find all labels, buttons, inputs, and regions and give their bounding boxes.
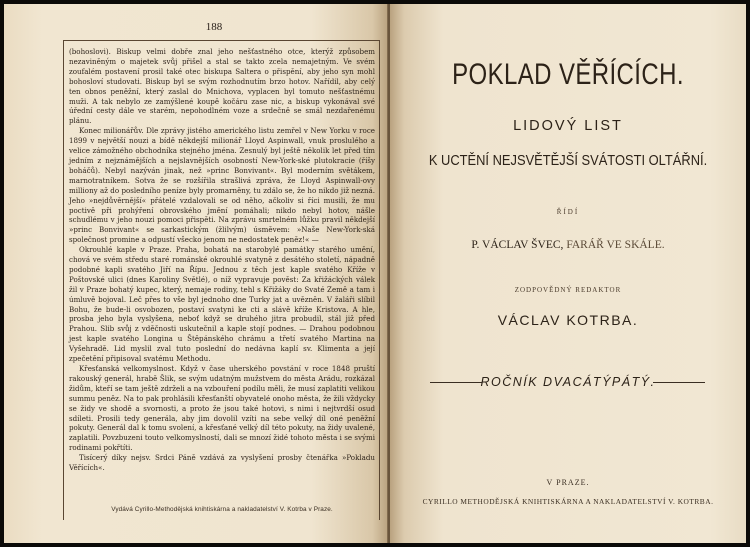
imprint: Vydává Cyrillo-Methodějská knihtiskárna a nakladatelství V. Kotrba v Praze. bbox=[111, 506, 333, 513]
paragraph-krestanska-velkomyslnost: Křesťanská velkomyslnost. Když v čase uherského povstání v roce 1848 pruští rakouský generál, hrabě Šlik, se svým udatným mužstvem do města Arádu, rozkázal židům, kteří se tam ještě zdrželi a na vzbouření podílu měli, že musí zaplatiti velikou summu peněz. Na to pak prohlásili křesťanští obyvatelé onoho města, že žili vždycky se židy ve shodě a svornosti, a proto že jsou také hotovi, s nimi i nejtvrdší osud sdíleti. Prosili tedy generála, aby jim dovolil vzíti na sebe velký díl oné peněžní pokuty. Generál dal k tomu svolení, a křesťané velký díl této pokuty, na židy uvalené, zaplatili. Povzbuzeni touto velkomyslností, dali se mnozí židé tohoto města i se svými rodinami pokřtíti. bbox=[69, 364, 375, 453]
responsible-editor-label: ZODPOVĚDNÝ REDAKTOR bbox=[514, 286, 622, 294]
editor-line bbox=[390, 239, 746, 251]
volume-label: ROČNÍK DVACÁTÝPÁTÝ. bbox=[480, 375, 656, 389]
article-body bbox=[69, 47, 375, 473]
page-number: 188 bbox=[205, 21, 223, 33]
editor-role: FARÁŘ VE SKÁLE. bbox=[566, 239, 665, 251]
volume-rule-right bbox=[653, 382, 705, 383]
masthead-subtitle: LIDOVÝ LIST bbox=[513, 118, 623, 134]
publication-place: V PRAZE. bbox=[546, 478, 590, 487]
masthead-dedication: K UCTĚNÍ NEJSVĚTĚJŠÍ SVÁTOSTI OLTÁŘNÍ. bbox=[428, 152, 708, 169]
paragraph-konec-milionaruv: Konec milionářův. Dle zprávy jistého amerického listu zemřel v New Yorku v roce 1899 v největší nouzi a bídě někdejší milionář Lloyd Aspinwall, vnuk proslulého a velice zámožného obchodníka stejného jména. Zesnulý byl ještě několik let před tím jedním z nejznámějších a nejslavnějších osobností New-York-ské plutokracie (říšy boháčů). Nebyl nazýván jinak, než »princ Bonvivant«. Byl moderním světákem, marnotratníkem. Sotva že se rozšířila strašlivá zpráva, že Lloyd Aspinwall-ovy milliony až do posledního peníze byly promarněny, tu zdálo se, že ho nikdo již nezná. Jeho »nejdůvěrnější« přátelé vzdalovali se od něho, ačkoliv si říci musili, že mu poctivě při prohýření obrovského jmění pomáhali; nikdo nebyl hotov, nášle schudlému v jeho nouzi pomoci přispěti. Na zprávu smrtelném lůžku pravil někdejší »princ Bonvivant« se sarkastickým (žlilvým) úsměvem: »Naše New-York-ská společnost promine a odpustí všecko jenom ne nedostatek peněz!« — bbox=[69, 126, 375, 245]
responsible-editor-name: VÁCLAV KOTRBA. bbox=[497, 312, 639, 328]
left-page bbox=[4, 4, 388, 543]
paragraph-bohoslovi: (bohoslovi). Biskup velmi dobře znal jeho nešťastného otce, kterýž způsobem nezaviněným o majetek svůj přišel a stal se takto zcela nemajetným. Ve svém zoufalém postavení prosil také otec biskupa Saltera o přispění, aby jeho syn mohl bohosloví studovati. Biskup byl se svým rozhodnutím brzo hotov. Nařídil, aby celý ten obnos peněžní, který zaslal do Mnichova, vyplacen byl tomuto nešťastnému muži. A tak nebylo ze zamýšlené koupě kočáru zase nic, a biskup vykonával své úřední cesty dále ve starém, nepohodlném voze a srdečně se smál nezdařenému plánu. bbox=[69, 47, 375, 126]
book-spread bbox=[4, 4, 746, 543]
publisher: CYRILLO METHODĚJSKÁ KNIHTISKÁRNA A NAKLADATELSTVÍ V. KOTRBA. bbox=[422, 497, 714, 506]
masthead-title: POKLAD VĚŘÍCÍCH. bbox=[452, 58, 684, 91]
paragraph-diky: Tisícerý díky nejsv. Srdci Páně vzdává za vyslyšení prosby čtenářka »Pokladu Věřících«. bbox=[69, 453, 375, 473]
volume-line bbox=[390, 374, 746, 394]
editor-name: P. VÁCLAV ŠVEC, bbox=[471, 239, 564, 251]
paragraph-okrouhle-kaple: Okrouhlé kaple v Praze. Praha, bohatá na starobylé památky starého umění, chová ve svém středu staré románské okrouhlé svatyně z desátého století, nápadně podobné kapli svatého Jiří na Řípu. Jednou z těch jest kaple svatého Kříže v Poštovské ulici (dnes Karoliny Světlé), o níž vypravuje pověst: Za křižáckých válek žil v Praze bohatý kupec, který, nemaje rodiny, tehl s Křižáky do Svaté Země a tam i úmluvě bojoval. Leč přes to vše byl jednoho dne Turky jat a uvězněn. V žaláři slíbil Bohu, že bude-li osvobozen, postaví svatyni ke cti a slávě kříže Kristova. A hle, prosba jeho byla vyslyšena, neboť když se druhého jitra probudil, stál již před Prahou. Slib svůj z vděčnosti uskutečnil a kaple stojí podnes. — Drahou podobnou jest kaple svatého Longina u Štěpánského chrámu a třetí svatého Martina na Vyšehradě. Lid myslil zval tuto poslední do nedávna kaplí sv. Klimenta a její zpečetění připisoval svatému Methodu. bbox=[69, 245, 375, 364]
right-page bbox=[390, 4, 746, 543]
edited-by-label: ŘÍDÍ bbox=[556, 208, 580, 216]
